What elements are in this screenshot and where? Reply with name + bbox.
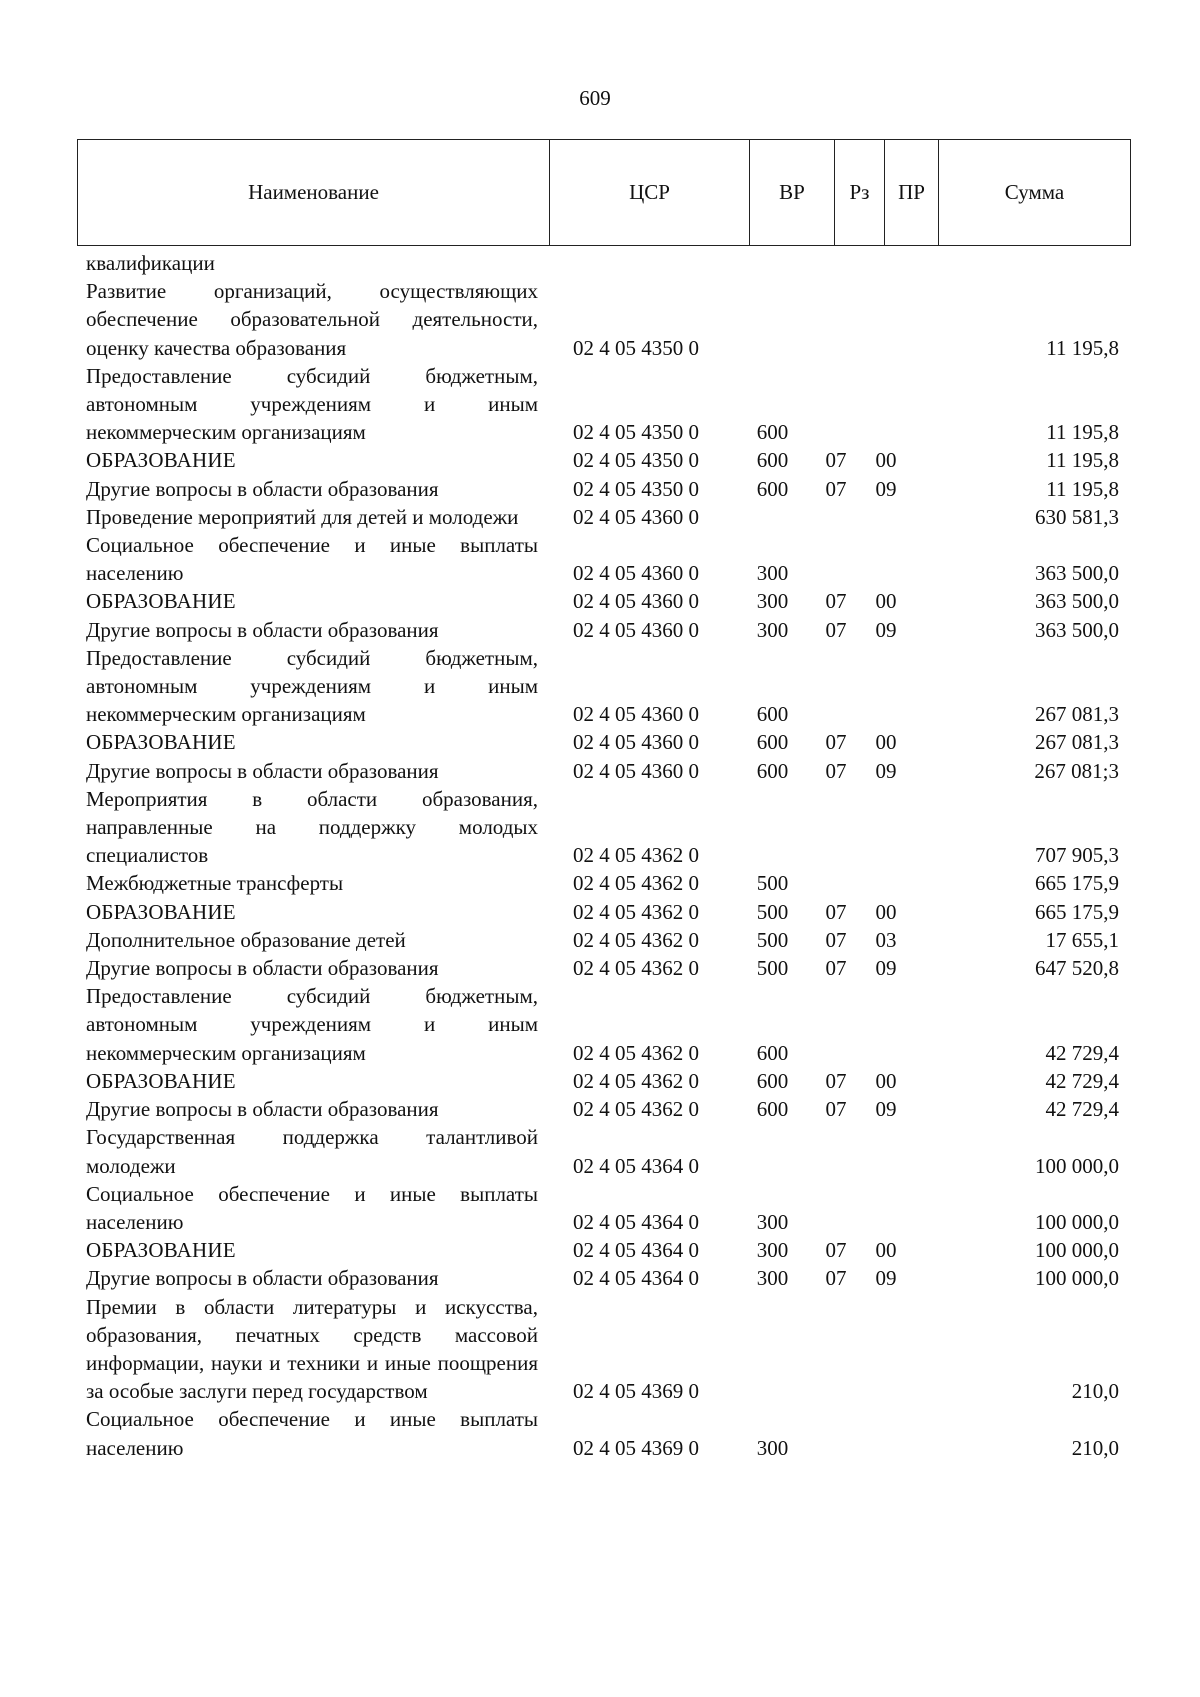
- cell-csr: 02 4 05 4360 0: [573, 504, 699, 529]
- cell-vr: 500: [756, 871, 789, 896]
- table-row: [86, 446, 1126, 474]
- cell-csr: 02 4 05 4364 0: [573, 1238, 699, 1263]
- cell-name: ОБРАЗОВАНИЕ: [86, 899, 236, 924]
- table-row: [86, 926, 1126, 954]
- cell-name: Мероприятия в области образования, направленные на поддержку молодых специалистов: [86, 786, 538, 868]
- cell-sum: 11 195,8: [1046, 448, 1119, 473]
- cell-csr: 02 4 05 4360 0: [573, 702, 699, 727]
- table-row: [86, 249, 1126, 277]
- cell-sum: 42 729,4: [1045, 1068, 1119, 1093]
- table-body: [86, 249, 1126, 1462]
- table-row: [86, 1180, 1126, 1236]
- cell-vr: 500: [756, 956, 789, 981]
- cell-sum: 267 081,3: [1035, 702, 1119, 727]
- cell-name: ОБРАЗОВАНИЕ: [86, 448, 236, 473]
- table-row: [86, 1095, 1126, 1123]
- header-rz: Рз: [835, 140, 885, 245]
- cell-name: Другие вопросы в области образования: [86, 617, 439, 642]
- cell-rz: 07: [825, 927, 847, 952]
- table-row: [86, 1405, 1126, 1461]
- table-row: [86, 1236, 1126, 1264]
- cell-pr: 09: [875, 956, 897, 981]
- cell-rz: 07: [825, 1266, 847, 1291]
- cell-name: Предоставление субсидий бюджетным, автономным учреждениям и иным некоммерческим организациям: [86, 363, 538, 445]
- cell-vr: 600: [756, 758, 789, 783]
- table-row: [86, 277, 1126, 362]
- table-row: [86, 982, 1126, 1067]
- cell-csr: 02 4 05 4360 0: [573, 589, 699, 614]
- cell-csr: 02 4 05 4350 0: [573, 420, 699, 445]
- cell-sum: 11 195,8: [1046, 335, 1119, 360]
- cell-vr: 300: [756, 1435, 789, 1460]
- cell-sum: 100 000,0: [1035, 1238, 1119, 1263]
- table-row: [86, 1067, 1126, 1095]
- cell-vr: 600: [756, 448, 789, 473]
- cell-vr: 500: [756, 899, 789, 924]
- cell-vr: 300: [756, 589, 789, 614]
- table-row: [86, 728, 1126, 756]
- header-sum: Сумма: [1004, 180, 1065, 204]
- cell-sum: 630 581,3: [1035, 504, 1119, 529]
- cell-csr: 02 4 05 4364 0: [573, 1266, 699, 1291]
- cell-name: ОБРАЗОВАНИЕ: [86, 589, 236, 614]
- cell-csr: 02 4 05 4362 0: [573, 927, 699, 952]
- cell-sum: 210,0: [1071, 1379, 1119, 1404]
- cell-csr: 02 4 05 4350 0: [573, 335, 699, 360]
- cell-name: квалификации: [86, 251, 215, 275]
- cell-name: Социальное обеспечение и иные выплаты населению: [86, 1407, 538, 1460]
- cell-csr: 02 4 05 4369 0: [573, 1435, 699, 1460]
- table-row: [86, 898, 1126, 926]
- cell-rz: 07: [825, 956, 847, 981]
- cell-rz: 07: [825, 476, 847, 501]
- cell-name: Дополнительное образование детей: [86, 927, 406, 952]
- cell-name: Предоставление субсидий бюджетным, автономным учреждениям и иным некоммерческим организациям: [86, 645, 538, 727]
- cell-name: Межбюджетные трансферты: [86, 871, 344, 896]
- cell-name: Другие вопросы в области образования: [86, 476, 439, 501]
- cell-pr: 00: [875, 1238, 897, 1263]
- cell-name: Другие вопросы в области образования: [86, 1266, 439, 1291]
- cell-sum: 363 500,0: [1035, 589, 1119, 614]
- table-row: [86, 1293, 1126, 1406]
- cell-name: Социальное обеспечение и иные выплаты населению: [86, 533, 538, 586]
- cell-sum: 665 175,9: [1035, 871, 1119, 896]
- cell-sum: 210,0: [1071, 1435, 1119, 1460]
- cell-csr: 02 4 05 4362 0: [573, 899, 699, 924]
- cell-csr: 02 4 05 4360 0: [573, 617, 699, 642]
- cell-name: ОБРАЗОВАНИЕ: [86, 1238, 236, 1263]
- cell-vr: 300: [756, 617, 789, 642]
- cell-name: Другие вопросы в области образования: [86, 758, 439, 783]
- cell-pr: 00: [875, 730, 897, 755]
- cell-csr: 02 4 05 4362 0: [573, 1068, 699, 1093]
- cell-vr: 600: [756, 1040, 789, 1065]
- page-number: 609: [579, 86, 611, 110]
- cell-name: Проведение мероприятий для детей и молодежи: [86, 504, 519, 529]
- cell-sum: 100 000,0: [1035, 1153, 1119, 1178]
- cell-csr: 02 4 05 4362 0: [573, 956, 699, 981]
- cell-rz: 07: [825, 1068, 847, 1093]
- cell-csr: 02 4 05 4364 0: [573, 1209, 699, 1234]
- header-name: Наименование: [78, 140, 550, 245]
- cell-rz: 07: [825, 448, 847, 473]
- cell-csr: 02 4 05 4350 0: [573, 448, 699, 473]
- cell-vr: 600: [756, 1068, 789, 1093]
- cell-name: Другие вопросы в области образования: [86, 1097, 439, 1122]
- cell-name: Развитие организаций, осуществляющих обеспечение образовательной деятельности, оценку качества образования: [86, 279, 538, 360]
- table-header: [77, 139, 1131, 246]
- cell-sum: 100 000,0: [1035, 1266, 1119, 1291]
- table-row: [86, 869, 1126, 897]
- table-row: [86, 644, 1126, 729]
- cell-csr: 02 4 05 4362 0: [573, 1040, 699, 1065]
- cell-sum: 267 081,3: [1035, 730, 1119, 755]
- cell-sum: 11 195,8: [1046, 420, 1119, 445]
- cell-vr: 300: [756, 1238, 789, 1263]
- cell-pr: 00: [875, 589, 897, 614]
- cell-rz: 07: [825, 589, 847, 614]
- cell-vr: 600: [756, 476, 789, 501]
- cell-rz: 07: [825, 1238, 847, 1263]
- cell-name: ОБРАЗОВАНИЕ: [86, 1068, 236, 1093]
- cell-rz: 07: [825, 758, 847, 783]
- cell-sum: 17 655,1: [1045, 927, 1119, 952]
- cell-rz: 07: [825, 1097, 847, 1122]
- table-row: [86, 616, 1126, 644]
- cell-name: Предоставление субсидий бюджетным, автономным учреждениям и иным некоммерческим организациям: [86, 984, 538, 1065]
- header-vr: ВР: [750, 140, 835, 245]
- table-row: [86, 785, 1126, 870]
- table-row: [86, 587, 1126, 615]
- table-row: [86, 757, 1126, 785]
- cell-sum: 363 500,0: [1035, 561, 1119, 586]
- cell-pr: 09: [875, 476, 897, 501]
- cell-pr: 00: [875, 448, 897, 473]
- table-row: [86, 1264, 1126, 1292]
- cell-name: Другие вопросы в области образования: [86, 956, 439, 981]
- header-pr: ПР: [885, 140, 939, 245]
- cell-csr: 02 4 05 4360 0: [573, 758, 699, 783]
- cell-vr: 600: [756, 1097, 789, 1122]
- cell-vr: 600: [756, 730, 789, 755]
- cell-pr: 09: [875, 617, 897, 642]
- table-row: [86, 503, 1126, 531]
- cell-sum: 665 175,9: [1035, 899, 1119, 924]
- cell-vr: 500: [756, 927, 789, 952]
- cell-sum: 11 195,8: [1046, 476, 1119, 501]
- header-csr: ЦСР: [550, 140, 750, 245]
- cell-pr: 09: [875, 1266, 897, 1291]
- cell-csr: 02 4 05 4362 0: [573, 871, 699, 896]
- cell-csr: 02 4 05 4350 0: [573, 476, 699, 501]
- cell-sum: 100 000,0: [1035, 1209, 1119, 1234]
- cell-name: Государственная поддержка талантливой молодежи: [86, 1125, 538, 1178]
- cell-pr: 00: [875, 899, 897, 924]
- table-row: [86, 362, 1126, 447]
- cell-pr: 03: [875, 927, 897, 952]
- cell-sum: 267 081;3: [1034, 758, 1119, 783]
- table-row: [86, 1123, 1126, 1179]
- table-row: [86, 475, 1126, 503]
- cell-pr: 00: [875, 1068, 897, 1093]
- cell-csr: 02 4 05 4362 0: [573, 1097, 699, 1122]
- cell-vr: 300: [756, 561, 789, 586]
- cell-sum: 363 500,0: [1035, 617, 1119, 642]
- cell-name: Премии в области литературы и искусства, образования, печатных средств массовой информации, науки и техники и иные поощрения за особые заслуги перед государством: [86, 1294, 538, 1404]
- cell-sum: 707 905,3: [1035, 843, 1119, 868]
- cell-pr: 09: [875, 1097, 897, 1122]
- cell-csr: 02 4 05 4362 0: [573, 843, 699, 868]
- cell-pr: 09: [875, 758, 897, 783]
- cell-sum: 42 729,4: [1045, 1097, 1119, 1122]
- cell-name: ОБРАЗОВАНИЕ: [86, 730, 236, 755]
- cell-name: Социальное обеспечение и иные выплаты населению: [86, 1181, 538, 1234]
- cell-csr: 02 4 05 4360 0: [573, 561, 699, 586]
- cell-csr: 02 4 05 4364 0: [573, 1153, 699, 1178]
- table-row: [86, 531, 1126, 587]
- cell-csr: 02 4 05 4369 0: [573, 1379, 699, 1404]
- cell-rz: 07: [825, 730, 847, 755]
- cell-vr: 300: [756, 1266, 789, 1291]
- cell-rz: 07: [825, 899, 847, 924]
- cell-rz: 07: [825, 617, 847, 642]
- cell-csr: 02 4 05 4360 0: [573, 730, 699, 755]
- cell-vr: 600: [756, 420, 789, 445]
- cell-sum: 647 520,8: [1035, 956, 1119, 981]
- cell-vr: 600: [756, 702, 789, 727]
- cell-sum: 42 729,4: [1045, 1040, 1119, 1065]
- cell-vr: 300: [756, 1209, 789, 1234]
- table-row: [86, 954, 1126, 982]
